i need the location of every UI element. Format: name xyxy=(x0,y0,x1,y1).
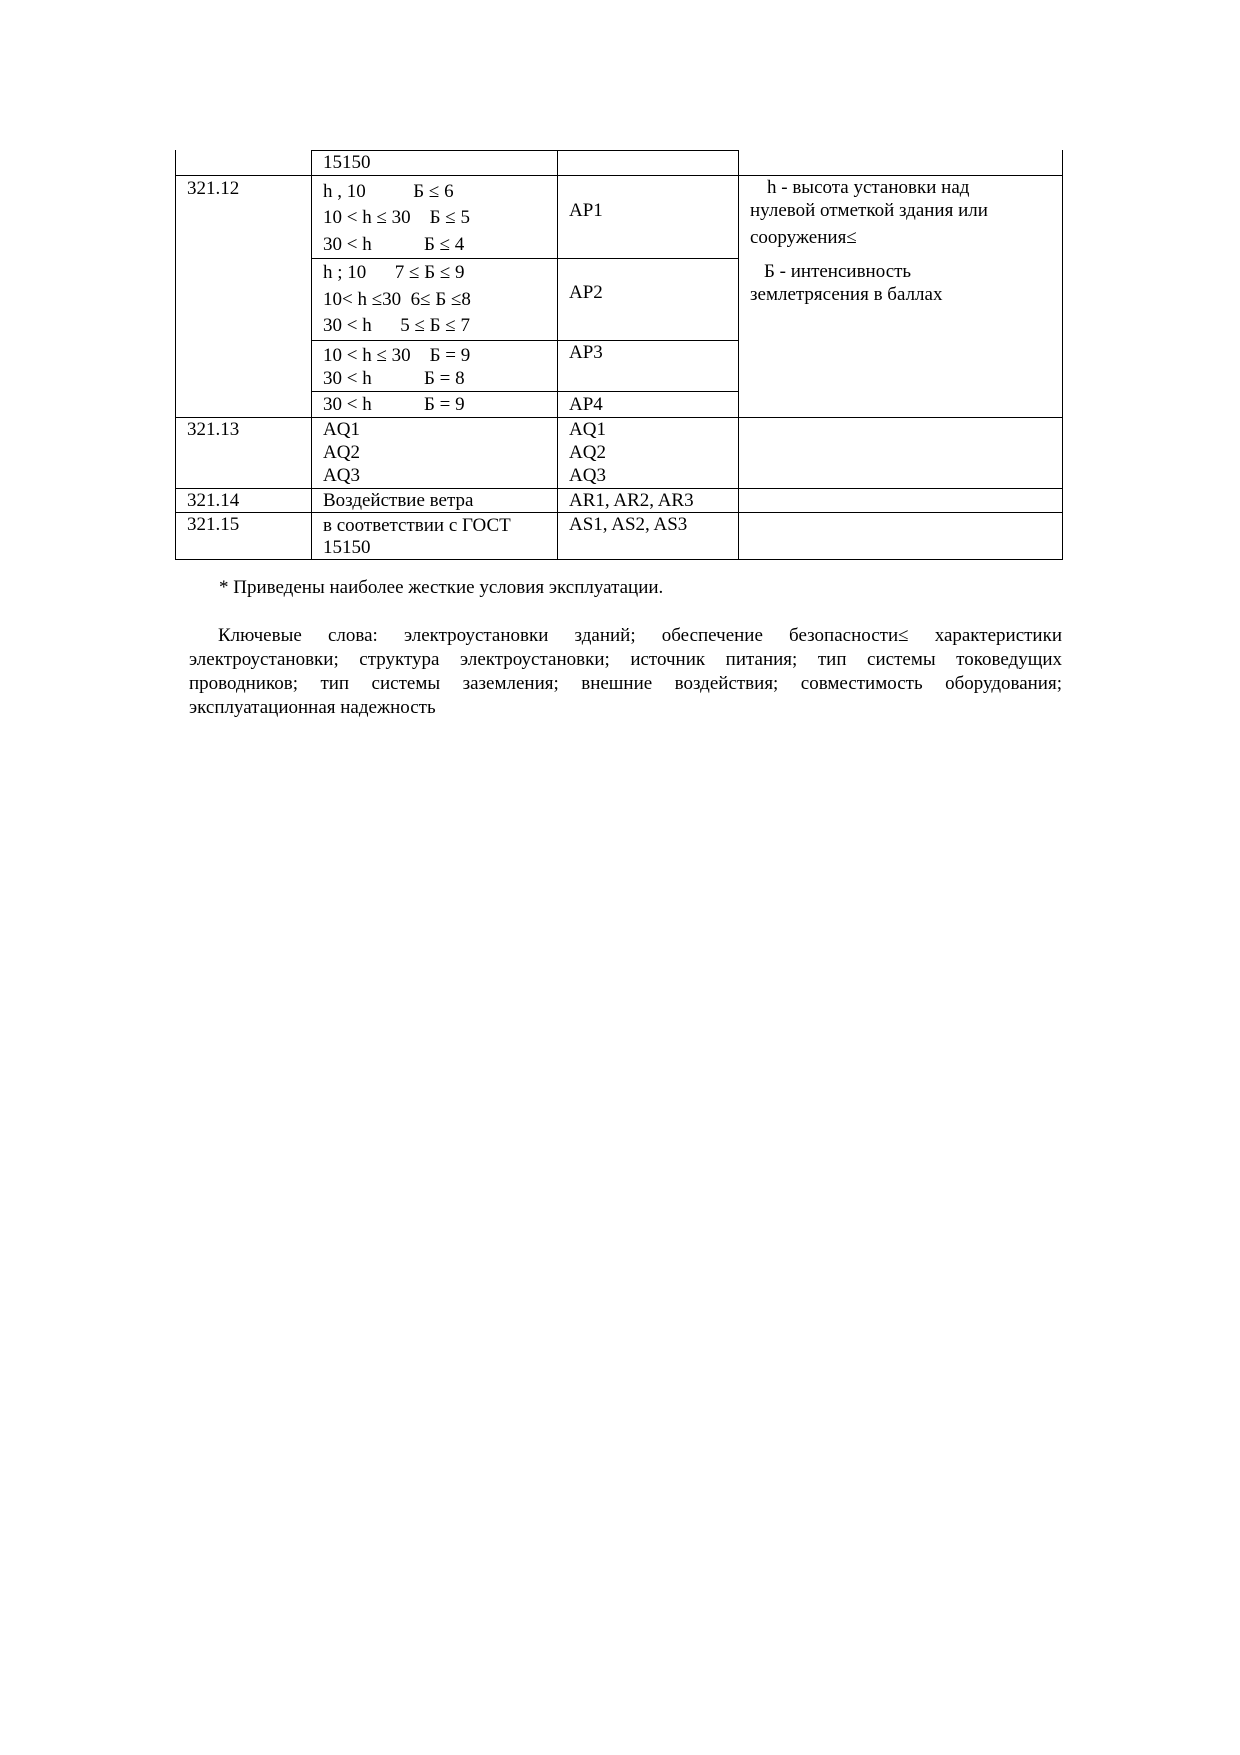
condition-line: 10 < h ≤ 30 Б ≤ 5 xyxy=(323,207,470,228)
row-code: 321.12 xyxy=(187,178,240,199)
note-line: сооружения≤ xyxy=(750,227,857,248)
keywords-line: проводников; тип системы заземления; внешние воздействия; совместимость оборудования; xyxy=(189,673,1062,694)
keywords-line: эксплуатационная надежность xyxy=(189,697,436,718)
table-cell: Воздействие ветра xyxy=(323,490,474,511)
row-line xyxy=(311,391,738,392)
table-bottom-line xyxy=(175,559,1063,560)
row-code: 321.15 xyxy=(187,514,240,535)
keywords-paragraph xyxy=(189,624,1062,720)
condition-line: 30 < h Б = 9 xyxy=(323,394,465,415)
row-line xyxy=(311,340,738,341)
condition-line: 10< h ≤30 6≤ Б ≤8 xyxy=(323,289,471,310)
table-cell: AQ3 xyxy=(323,465,360,486)
class-code: AP3 xyxy=(569,342,603,363)
table-col-divider-2 xyxy=(557,150,558,560)
condition-line: 10 < h ≤ 30 Б = 9 xyxy=(323,345,471,366)
condition-line: h , 10 Б ≤ 6 xyxy=(323,181,454,202)
row-line xyxy=(175,512,1063,513)
row-line xyxy=(175,417,1063,418)
note-line: Б - интенсивность xyxy=(764,261,912,282)
table-cell: 15150 xyxy=(323,537,371,558)
note-line: h - высота установки над xyxy=(767,177,970,198)
table-cell: AQ2 xyxy=(323,442,360,463)
condition-line: 30 < h 5 ≤ Б ≤ 7 xyxy=(323,315,470,336)
table-cell: AQ1 xyxy=(569,419,606,440)
row-line xyxy=(175,488,1063,489)
table-col-divider-1 xyxy=(311,150,312,560)
table-cell: AQ2 xyxy=(569,442,606,463)
row-line xyxy=(175,175,1063,176)
condition-line: h ; 10 7 ≤ Б ≤ 9 xyxy=(323,262,465,283)
row-code: 321.13 xyxy=(187,419,240,440)
table-border-right xyxy=(1062,150,1063,560)
class-code: AP1 xyxy=(569,200,603,221)
table-top-line xyxy=(311,150,738,151)
class-code: AP2 xyxy=(569,282,603,303)
table-cell: AS1, AS2, AS3 xyxy=(569,514,688,535)
table-border-left xyxy=(175,150,176,560)
row-line xyxy=(311,258,738,259)
table-cell: в соответствии с ГОСТ xyxy=(323,515,511,536)
keywords-line: Ключевые слова: электроустановки зданий; обеспечение безопасности≤ характеристики xyxy=(218,625,1062,646)
table-cell: AR1, AR2, AR3 xyxy=(569,490,694,511)
condition-line: 30 < h Б ≤ 4 xyxy=(323,234,465,255)
table-cell: AQ1 xyxy=(323,419,360,440)
note-line: нулевой отметкой здания или xyxy=(750,200,988,221)
note-line: землетрясения в баллах xyxy=(750,284,943,305)
keywords-line: электроустановки; структура электроустановки; источник питания; тип системы токоведущих xyxy=(189,649,1062,670)
table-col-divider-3 xyxy=(738,150,739,560)
footnote: * Приведены наиболее жесткие условия эксплуатации. xyxy=(219,577,664,598)
table-cell: AQ3 xyxy=(569,465,606,486)
class-code: AP4 xyxy=(569,394,603,415)
row-code: 321.14 xyxy=(187,490,240,511)
table-cell: 15150 xyxy=(323,152,371,173)
condition-line: 30 < h Б = 8 xyxy=(323,368,465,389)
